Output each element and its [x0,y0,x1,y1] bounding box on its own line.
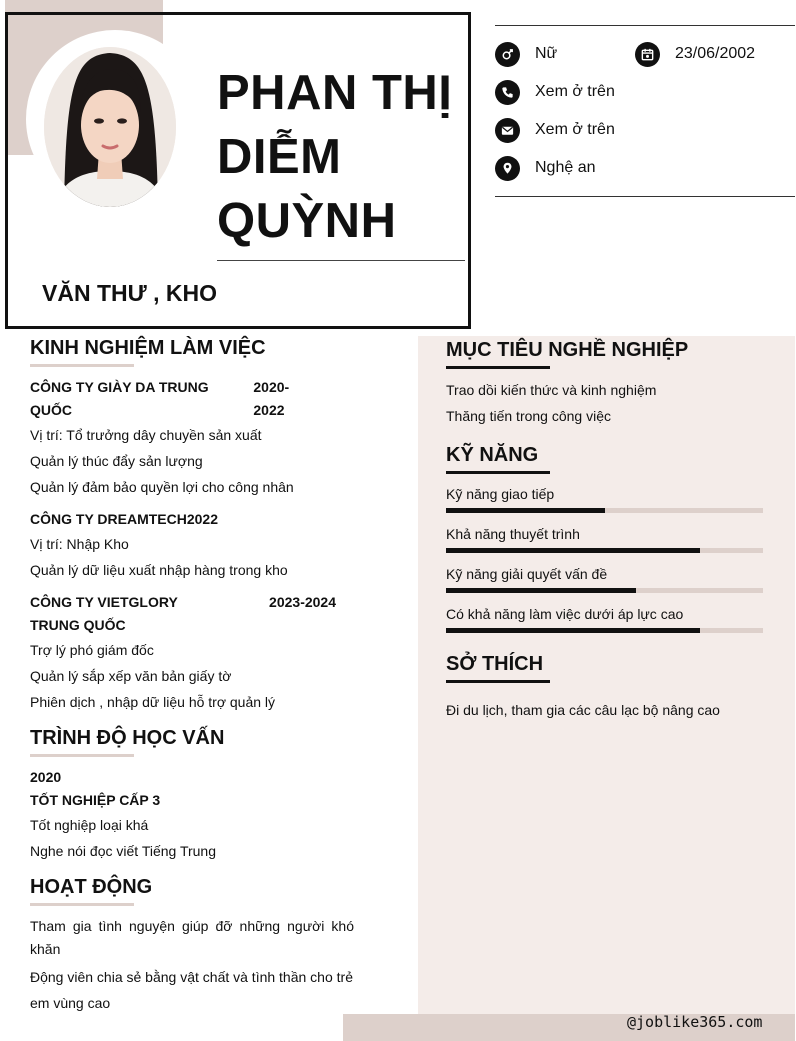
email-value: Xem ở trên [535,121,615,138]
name-line-1: PHAN THỊ [217,66,453,120]
job-title: VĂN THƯ , KHO [42,280,217,306]
skill-bar [446,508,763,513]
hobbies-section [446,653,764,723]
objective-section [446,339,764,429]
skill-fill [446,588,636,593]
objective-line: Trao dồi kiến thức và kinh nghiệm [446,382,657,398]
education-underline [30,754,134,757]
job-header [30,508,218,531]
job-detail: Quản lý dữ liệu xuất nhập hàng trong kho [30,562,288,578]
activity-item: Động viên chia sẻ bằng vật chất và tình thần cho trẻ em vùng cao [30,969,353,1011]
name-divider [217,260,465,261]
candidate-name [217,61,465,253]
name-line-3: QUỲNH [217,194,397,248]
job-detail: Vị trí: Nhập Kho [30,536,129,552]
phone-icon [495,80,520,105]
contact-divider-bottom [495,196,795,197]
hobbies-text: Đi du lịch, tham gia các câu lạc bộ nâng cao [446,702,720,718]
main-column [30,337,354,1016]
objective-title: MỤC TIÊU NGHỀ NGHIỆP [446,339,689,361]
skills-title: KỸ NĂNG [446,444,539,466]
skills-section [446,444,764,633]
job-company: CÔNG TY VIETGLORY TRUNG QUỐC [30,594,178,633]
education-degree: TỐT NGHIỆP CẤP 3 [30,792,161,808]
activity-item: Tham gia tình nguyện giúp đỡ những người khó khăn [30,918,354,957]
skill-fill [446,628,700,633]
job-header [30,591,336,637]
job-header [30,376,320,422]
job-detail: Quản lý thúc đẩy sản lượng [30,453,203,469]
skill-label: Kỹ năng giao tiếp [446,486,555,502]
experience-title: KINH NGHIỆM LÀM VIỆC [30,337,266,359]
job-period: 2020-2022 [253,379,290,418]
job-detail: Phiên dịch , nhập dữ liệu hỗ trợ quản lý [30,694,276,710]
skill-label: Có khả năng làm việc dưới áp lực cao [446,606,684,622]
hobbies-underline [446,680,550,683]
skill-label: Kỹ năng giải quyết vấn đề [446,566,608,582]
experience-underline [30,364,134,367]
hobbies-title: SỞ THÍCH [446,653,544,675]
objective-underline [446,366,550,369]
name-line-2: DIỄM [217,130,342,184]
calendar-icon [635,42,660,67]
education-detail: Tốt nghiệp loại khá [30,817,149,833]
job-company: CÔNG TY DREAMTECH [30,511,187,527]
job-company: CÔNG TY GIÀY DA TRUNG QUỐC [30,379,209,418]
gender-value: Nữ [535,45,558,62]
job-period: 2022 [186,511,218,527]
education-detail: Nghe nói đọc viết Tiếng Trung [30,843,217,859]
birthday-value: 23/06/2002 [675,45,756,62]
footer-watermark: @joblike365.com [627,1013,763,1031]
skills-underline [446,471,550,474]
address-value: Nghệ an [535,159,596,176]
education-year: 2020 [30,769,62,785]
skill-fill [446,548,700,553]
job-detail: Trợ lý phó giám đốc [30,642,154,658]
job-period: 2023-2024 [269,594,336,610]
location-icon [495,156,520,181]
gender-icon [495,42,520,67]
skill-bar [446,548,763,553]
phone-value: Xem ở trên [535,83,615,100]
skill-label: Khả năng thuyết trình [446,526,580,542]
contact-divider-top [495,25,795,26]
objective-line: Thăng tiến trong công việc [446,408,611,424]
mail-icon [495,118,520,143]
activities-title: HOẠT ĐỘNG [30,876,153,898]
skill-bar [446,588,763,593]
activities-underline [30,903,134,906]
job-detail: Vị trí: Tổ trưởng dây chuyền sản xuất [30,427,262,443]
skill-bar [446,628,763,633]
skill-fill [446,508,605,513]
job-detail: Quản lý sắp xếp văn bản giấy tờ [30,668,232,684]
job-detail: Quản lý đảm bảo quyền lợi cho công nhân [30,479,294,495]
education-title: TRÌNH ĐỘ HỌC VẤN [30,727,225,749]
